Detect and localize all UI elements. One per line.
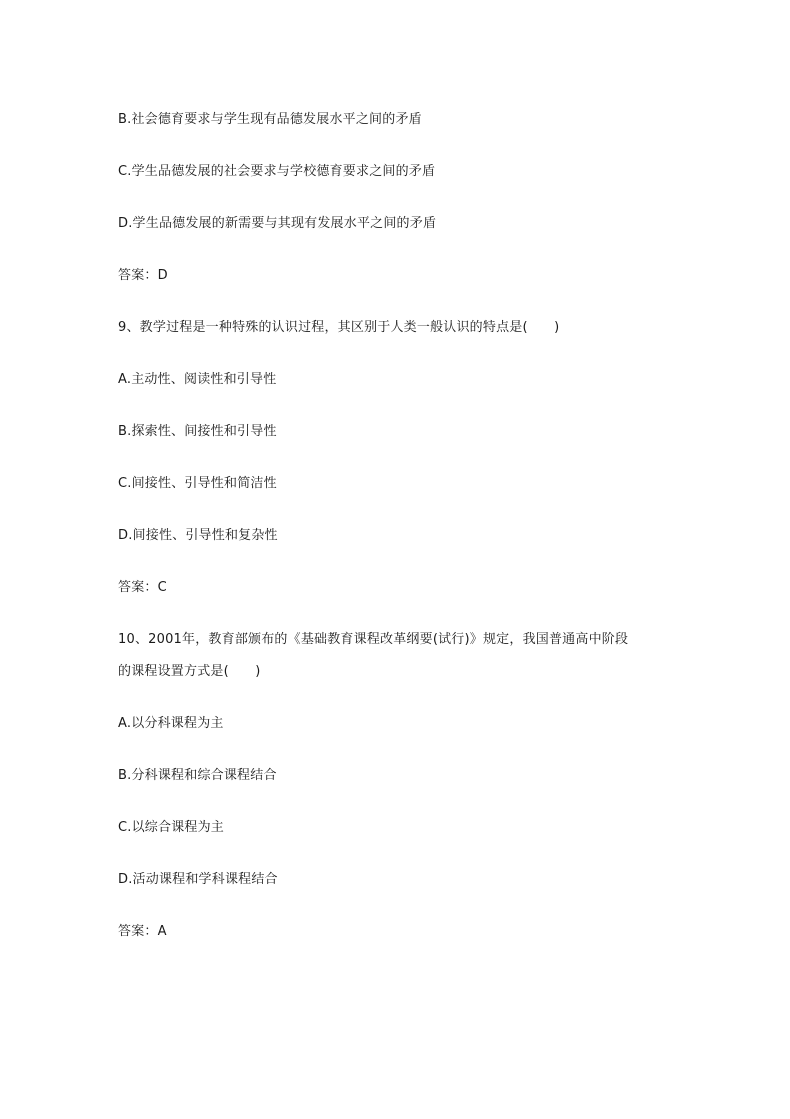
q10-option-b: B.分科课程和综合课程结合 xyxy=(118,768,277,783)
q10-question-line2: 的课程设置方式是( ) xyxy=(118,664,261,679)
q8-option-d: D.学生品德发展的新需要与其现有发展水平之间的矛盾 xyxy=(118,216,437,231)
q10-option-a: A.以分科课程为主 xyxy=(118,716,224,731)
q9-option-d: D.间接性、引导性和复杂性 xyxy=(118,528,278,543)
q9-option-a: A.主动性、阅读性和引导性 xyxy=(118,372,277,387)
q9-question: 9、教学过程是一种特殊的认识过程，其区别于人类一般认识的特点是( ) xyxy=(118,320,560,335)
q8-option-c: C.学生品德发展的社会要求与学校德育要求之间的矛盾 xyxy=(118,164,436,179)
q10-option-c: C.以综合课程为主 xyxy=(118,820,225,835)
q9-answer: 答案：C xyxy=(118,580,167,595)
q10-question-line1: 10、2001年，教育部颁布的《基础教育课程改革纲要(试行)》规定，我国普通高中阶段 xyxy=(118,632,629,647)
q9-option-c: C.间接性、引导性和简洁性 xyxy=(118,476,277,491)
q8-option-b: B.社会德育要求与学生现有品德发展水平之间的矛盾 xyxy=(118,112,422,127)
q10-answer: 答案：A xyxy=(118,924,167,939)
q8-answer: 答案：D xyxy=(118,268,168,283)
q9-option-b: B.探索性、间接性和引导性 xyxy=(118,424,277,439)
q10-option-d: D.活动课程和学科课程结合 xyxy=(118,872,278,887)
